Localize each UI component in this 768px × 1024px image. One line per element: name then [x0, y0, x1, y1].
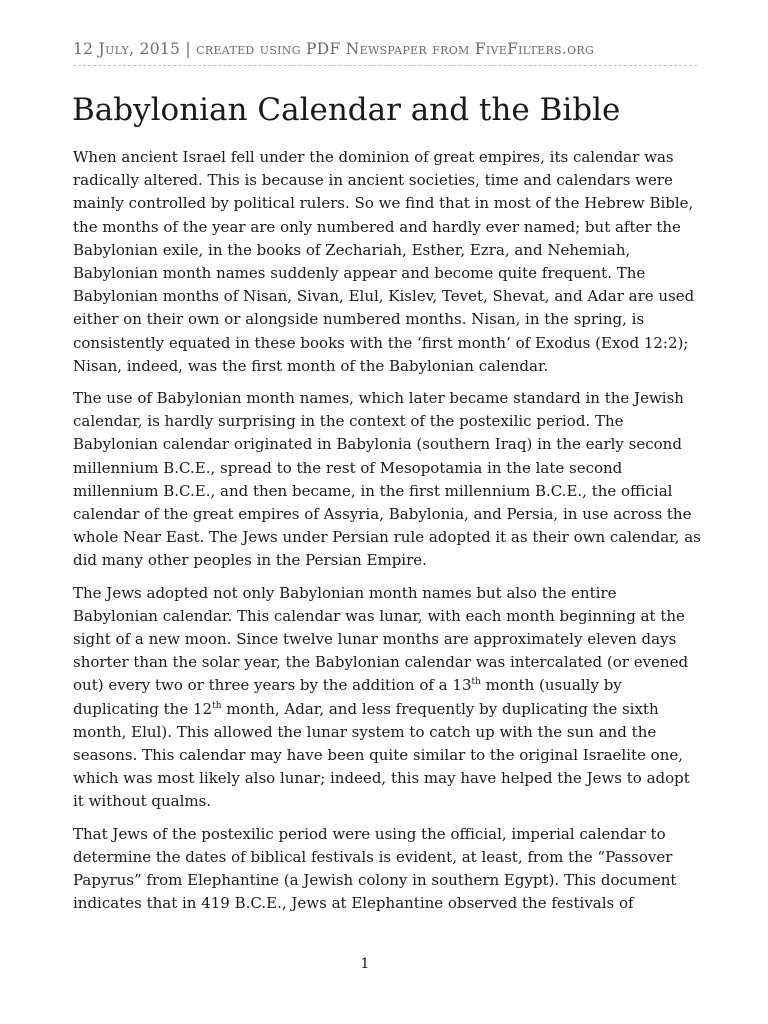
paragraph-4: That Jews of the postexilic period were using the official, imperial calendar to determine the dates of biblical festivals is evident, at least, from the “Passover Papyrus” from Elephantine (a Jewish colony in southern Egypt). This document indicates that in 419 B.C.E., Jews at Elephantine observed the festivals of — [73, 824, 677, 913]
article-body — [73, 146, 701, 925]
paragraph-3-text-c: month, Adar, and less frequently by duplicating the sixth month, Elul). This allowed the lunar system to catch up with the sun and the seasons. This calendar may have been quite similar to the original Israelite one, which was most likely also lunar; indeed, this may have helped the Jews to adopt it without qualms. — [73, 699, 690, 811]
paragraph-1: When ancient Israel fell under the dominion of great empires, its calendar was radically altered. This is because in ancient societies, time and calendars were mainly controlled by political rulers. So we find that in most of the Hebrew Bible, the months of the year are only numbered and hardly ever named; but after the Babylonian exile, in the books of Zechariah, Esther, Ezra, and Nehemiah, Babylonian month names suddenly appear and become quite frequent. The Babylonian months of Nisan, Sivan, Elul, Kislev, Tevet, Shevat, and Adar are used either on their own or alongside numbered months. Nisan, in the spring, is consistently equated in these books with the ‘first month’ of Exodus (Exod 12:2); Nisan, indeed, was the first month of the Babylonian calendar. — [73, 148, 695, 375]
ordinal-suffix: th — [471, 677, 481, 688]
paragraph-3 — [73, 582, 701, 814]
article-title: Babylonian Calendar and the Bible — [72, 92, 621, 128]
paragraph-2: The use of Babylonian month names, which later became standard in the Jewish calendar, is hardly surprising in the context of the postexilic period. The Babylonian calendar originated in Babylonia (southern Iraq) in the early second millennium B.C.E., spread to the rest of Mesopotamia in the late second millennium B.C.E., and then became, in the first millennium B.C.E., the official calendar of the great empires of Assyria, Babylonia, and Persia, in use across the whole Near East. The Jews under Persian rule adopted it as their own calendar, as did many other peoples in the Persian Empire. — [73, 389, 701, 570]
paragraph-3-text-a: The Jews adopted not only Babylonian month names but also the entire Babylonian calendar. This calendar was lunar, with each month beginning at the sight of a new moon. Since twelve lunar months are approximately eleven days shorter than the solar year, the Babylonian calendar was intercalated (or evened out) every two or three years by the addition of a 13 — [73, 583, 689, 695]
ordinal-suffix: th — [212, 700, 222, 711]
page-header-dateline: 12 July, 2015 | created using PDF Newspaper from FiveFilters.org — [73, 38, 697, 66]
page-number: 1 — [360, 956, 370, 972]
paragraph-3-text-b: month (usually by duplicating the 12 — [73, 676, 622, 718]
